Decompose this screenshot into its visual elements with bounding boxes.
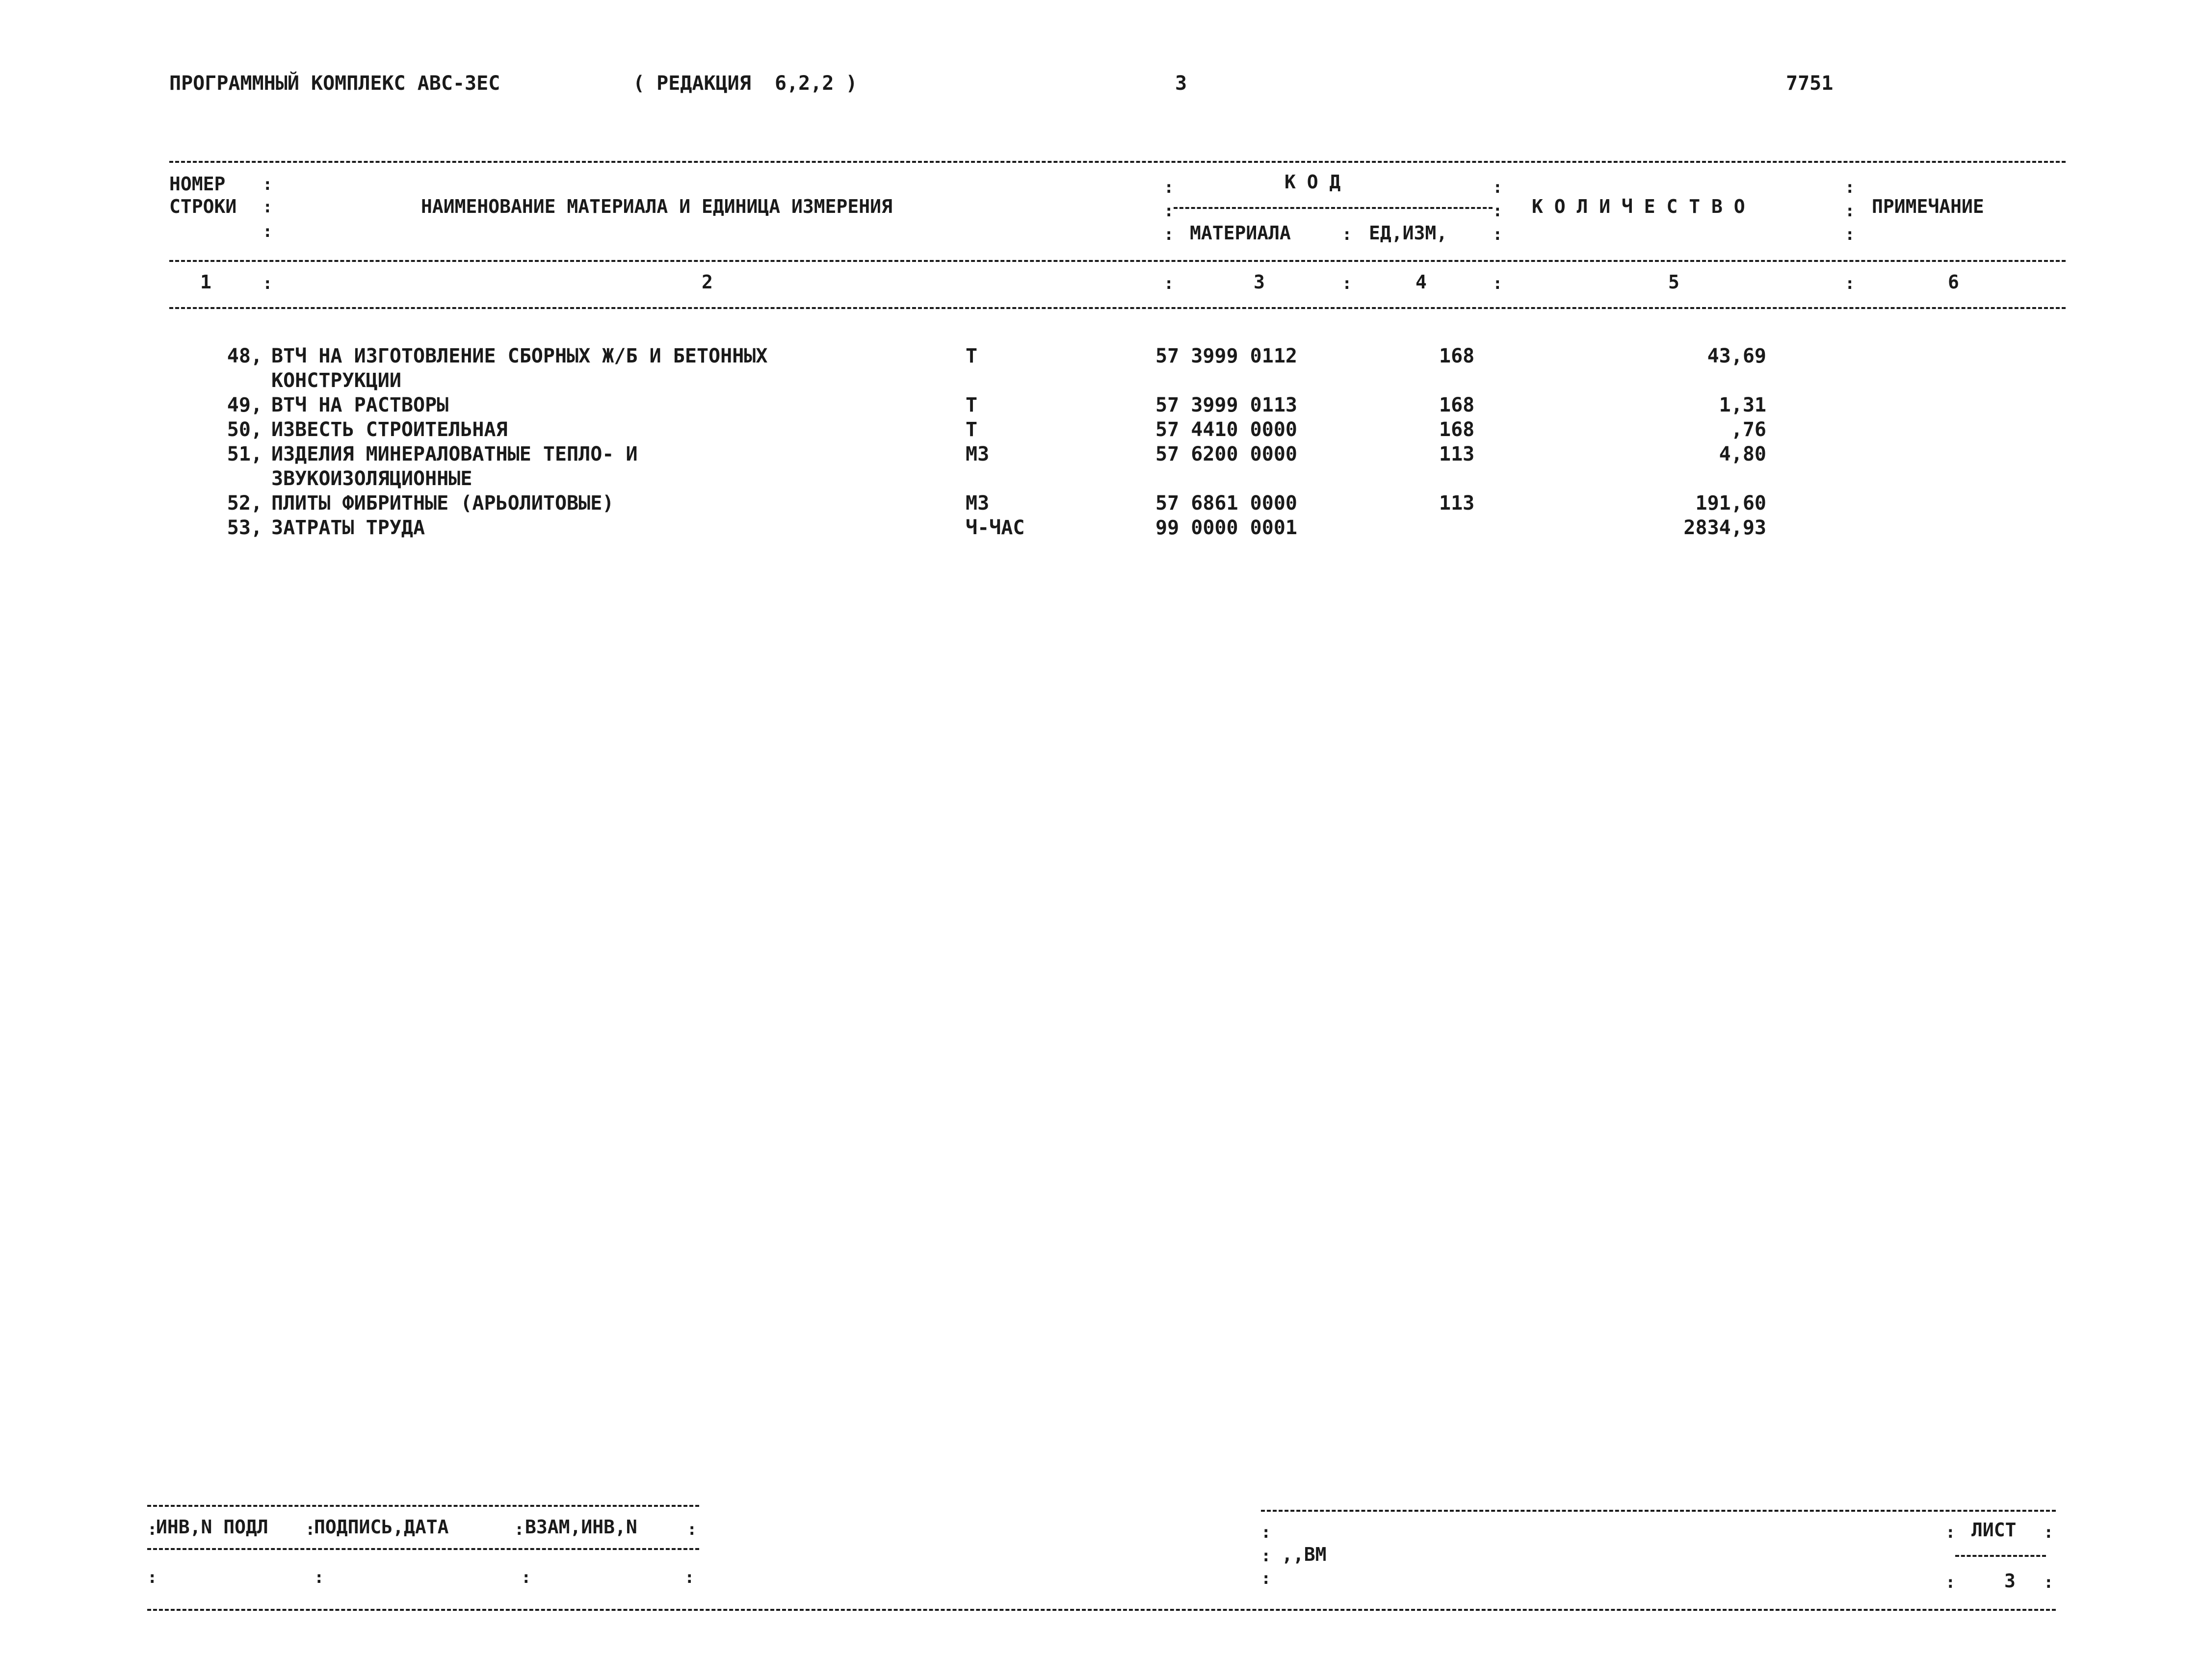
col-number-5: 5 [1668, 271, 1679, 293]
code-inner-separator: : [1342, 225, 1352, 244]
quantity-header: К О Л И Ч Е С Т В О [1532, 196, 1745, 217]
material-code: 57 3999 0112 [1155, 345, 1297, 367]
col-number-4: 4 [1416, 271, 1427, 293]
sheet-number: 3 [2004, 1570, 2016, 1592]
material-name: ВТЧ НА РАСТВОРЫ [271, 394, 449, 416]
footer-separator: : [147, 1520, 157, 1539]
footer-separator: : [687, 1520, 697, 1539]
material-name: ИЗДЕЛИЯ МИНЕРАЛОВАТНЫЕ ТЕПЛО- И [271, 443, 638, 465]
colnum-separator: : [1493, 274, 1503, 293]
unit-code: 113 [1439, 443, 1475, 465]
header-bottom-rule [169, 260, 2066, 262]
code-separator: : [1164, 201, 1174, 221]
col-number-3: 3 [1254, 271, 1265, 293]
colnum-separator: : [1845, 274, 1855, 293]
unit-code: 168 [1439, 418, 1475, 441]
row-number: 50, [227, 418, 262, 441]
code-material-header: МАТЕРИАЛА [1190, 222, 1291, 244]
row-number: 53, [227, 517, 262, 539]
footer-separator: : [1261, 1569, 1271, 1588]
unit-code: 168 [1439, 345, 1475, 367]
col1-separator: : [262, 197, 273, 217]
unit-label: Ч-ЧАС [966, 517, 1025, 539]
material-code: 57 3999 0113 [1155, 394, 1297, 416]
footer-separator: : [1261, 1546, 1271, 1566]
quantity-value: 191,60 [1695, 492, 1766, 515]
unit-label: Т [966, 418, 978, 441]
footer-left-top-rule [147, 1505, 699, 1507]
quantity-value: 1,31 [1719, 394, 1766, 416]
col1-header-line2: СТРОКИ [169, 196, 237, 217]
footer-separator: : [2044, 1573, 2054, 1592]
document-number: 7751 [1786, 72, 1834, 95]
footer-separator: : [684, 1568, 695, 1587]
footer-separator: : [1945, 1573, 1956, 1592]
material-code: 57 6861 0000 [1155, 492, 1297, 515]
footer-bottom-rule [147, 1609, 2056, 1611]
row-number: 51, [227, 443, 262, 465]
page-number: 3 [1175, 72, 1187, 95]
code-subrule [1174, 207, 1493, 209]
unit-code: 168 [1439, 394, 1475, 416]
code-separator: : [1493, 225, 1503, 244]
column-numbers-rule [169, 307, 2066, 309]
note-header: ПРИМЕЧАНИЕ [1872, 196, 1984, 217]
footer-separator: : [521, 1568, 531, 1587]
col-number-6: 6 [1948, 271, 1959, 293]
table-top-rule [169, 161, 2066, 163]
code-separator: : [1493, 201, 1503, 221]
stamp-code: ,,ВМ [1282, 1544, 1327, 1565]
material-code: 57 4410 0000 [1155, 418, 1297, 441]
material-name: ЗАТРАТЫ ТРУДА [271, 517, 425, 539]
material-name: ПЛИТЫ ФИБРИТНЫЕ (АРЬОЛИТОВЫЕ) [271, 492, 614, 515]
footer-separator: : [1945, 1523, 1956, 1542]
unit-label: М3 [966, 492, 990, 515]
material-name: ВТЧ НА ИЗГОТОВЛЕНИЕ СБОРНЫХ Ж/Б И БЕТОННЫХ [271, 345, 768, 367]
material-name: ИЗВЕСТЬ СТРОИТЕЛЬНАЯ [271, 418, 508, 441]
col1-header-line1: НОМЕР [169, 173, 226, 195]
code-header: К О Д [1284, 171, 1341, 193]
quantity-separator: : [1845, 225, 1855, 244]
footer-separator: : [314, 1568, 324, 1587]
unit-label: Т [966, 345, 978, 367]
colnum-separator: : [1342, 274, 1352, 293]
colnum-separator: : [262, 274, 273, 293]
footer-separator: : [305, 1520, 315, 1539]
material-code: 57 6200 0000 [1155, 443, 1297, 465]
sheet-subrule [1955, 1555, 2046, 1557]
quantity-value: 43,69 [1707, 345, 1766, 367]
material-name-cont: ЗВУКОИЗОЛЯЦИОННЫЕ [271, 467, 472, 490]
edition-label: ( РЕДАКЦИЯ 6,2,2 ) [633, 72, 858, 95]
quantity-value: 4,80 [1719, 443, 1766, 465]
program-title: ПРОГРАММНЫЙ КОМПЛЕКС АВС-ЗЕС [169, 72, 500, 95]
row-number: 48, [227, 345, 262, 367]
col1-separator: : [262, 222, 273, 241]
footer-separator: : [2044, 1523, 2054, 1542]
sheet-label: ЛИСТ [1971, 1519, 2017, 1541]
unit-code: 113 [1439, 492, 1475, 515]
col1-separator: : [262, 175, 273, 194]
inv-number-label: ИНВ,N ПОДЛ [156, 1516, 268, 1538]
col-number-2: 2 [702, 271, 713, 293]
quantity-separator: : [1845, 201, 1855, 221]
footer-separator: : [514, 1520, 524, 1539]
code-separator: : [1493, 178, 1503, 197]
code-separator: : [1164, 178, 1174, 197]
material-code: 99 0000 0001 [1155, 517, 1297, 539]
footer-separator: : [1261, 1523, 1271, 1542]
code-separator: : [1164, 225, 1174, 244]
row-number: 52, [227, 492, 262, 515]
signature-date-label: ПОДПИСЬ,ДАТА [314, 1516, 449, 1538]
footer-separator: : [147, 1568, 157, 1587]
col2-header: НАИМЕНОВАНИЕ МАТЕРИАЛА И ЕДИНИЦА ИЗМЕРЕНИЯ [421, 196, 892, 217]
unit-label: М3 [966, 443, 990, 465]
unit-label: Т [966, 394, 978, 416]
colnum-separator: : [1164, 274, 1174, 293]
material-name-cont: КОНСТРУКЦИИ [271, 369, 401, 392]
replacement-inv-label: ВЗАМ,ИНВ,N [525, 1516, 637, 1538]
code-unit-header: ЕД,ИЗМ, [1369, 222, 1448, 244]
quantity-value: 2834,93 [1683, 517, 1766, 539]
quantity-separator: : [1845, 178, 1855, 197]
row-number: 49, [227, 394, 262, 416]
footer-right-top-rule [1261, 1510, 2056, 1512]
col-number-1: 1 [200, 271, 211, 293]
footer-left-mid-rule [147, 1548, 699, 1550]
quantity-value: ,76 [1730, 418, 1766, 441]
